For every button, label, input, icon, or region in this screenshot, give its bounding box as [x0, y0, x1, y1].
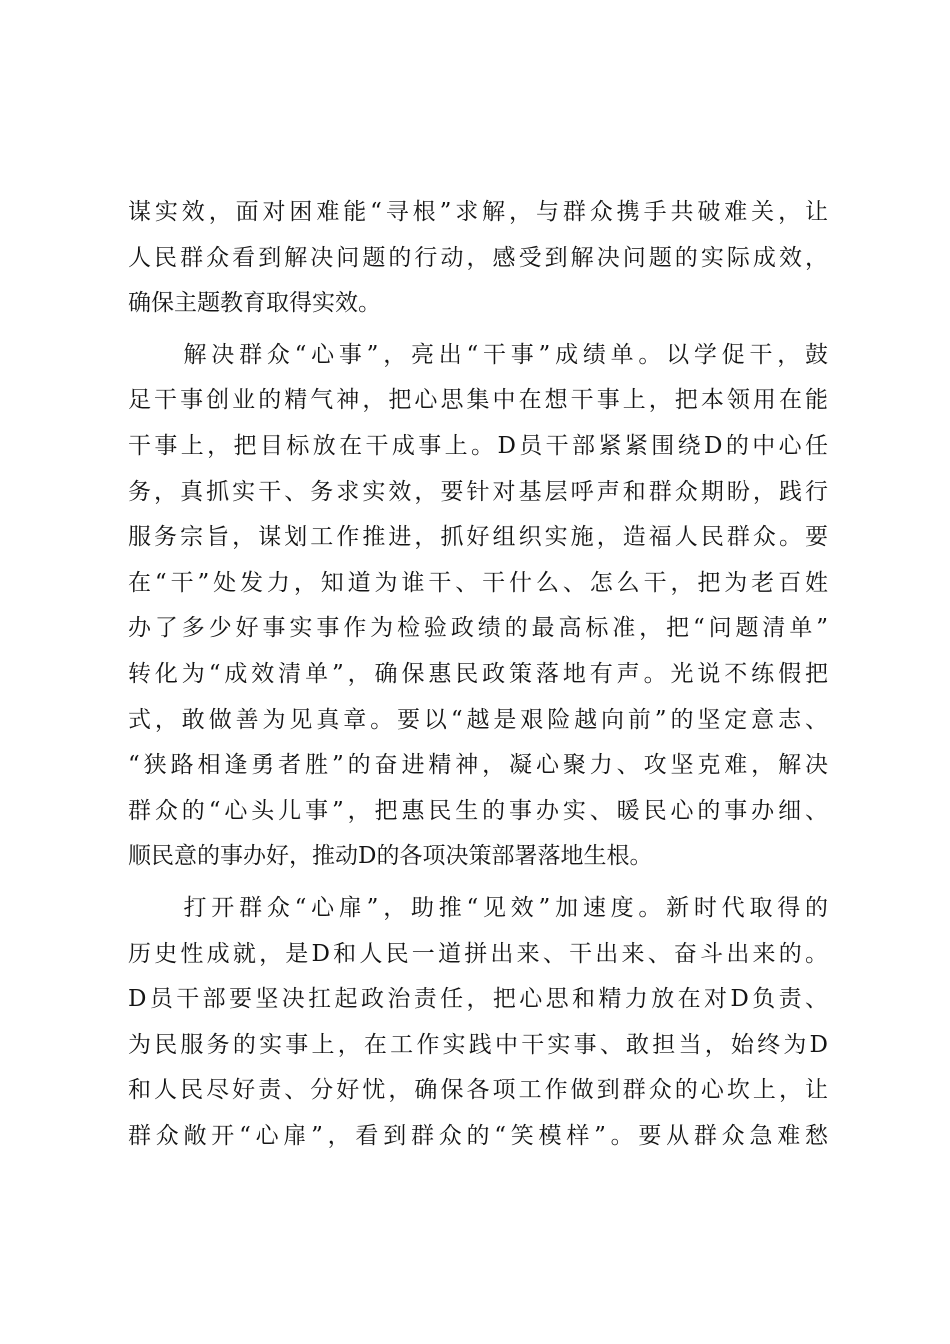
paragraph-2: [128, 333, 828, 880]
text-line: 确保主题教育取得实效。: [128, 290, 381, 317]
text-line: 打开群众“心扉”，助推“见效”加速度。新时代取得的: [128, 894, 828, 921]
text-line: 群众的“心头儿事”，把惠民生的事办实、暖民心的事办细、: [128, 797, 828, 824]
text-line: 干事上，把目标放在干成事上。D员干部紧紧围绕D的中心任: [128, 432, 828, 459]
text-line: 式，敢做善为见真章。要以“越是艰险越向前”的坚定意志、: [128, 706, 828, 733]
text-line: 足干事创业的精气神，把心思集中在想干事上，把本领用在能: [128, 387, 828, 414]
text-line: 在“干”处发力，知道为谁干、干什么、怎么干，把为老百姓: [128, 569, 828, 596]
text-line: 群众敞开“心扉”，看到群众的“笑模样”。要从群众急难愁: [128, 1122, 828, 1149]
text-line: 历史性成就，是D和人民一道拼出来、干出来、奋斗出来的。: [128, 940, 828, 967]
text-line: 人民群众看到解决问题的行动，感受到解决问题的实际成效，: [128, 244, 828, 271]
text-line: 解决群众“心事”，亮出“干事”成绩单。以学促干，鼓: [128, 341, 828, 368]
text-line: 转化为“成效清单”，确保惠民政策落地有声。光说不练假把: [128, 660, 828, 687]
text-line: 办了多少好事实事作为检验政绩的最高标准，把“问题清单”: [128, 615, 828, 642]
text-line: 为民服务的实事上，在工作实践中干实事、敢担当，始终为D: [128, 1031, 828, 1058]
text-line: 服务宗旨，谋划工作推进，抓好组织实施，造福人民群众。要: [128, 524, 828, 551]
text-line: 和人民尽好责、分好忧，确保各项工作做到群众的心坎上，让: [128, 1077, 828, 1104]
text-line: D员干部要坚决扛起政治责任，把心思和精力放在对D负责、: [128, 986, 828, 1013]
text-line: 谋实效，面对困难能“寻根”求解，与群众携手共破难关，让: [128, 199, 828, 225]
body-text: [128, 190, 828, 1159]
paragraph-3: [128, 886, 828, 1160]
text-line: 顺民意的事办好，推动D的各项决策部署落地生根。: [128, 843, 653, 870]
paragraph-1: [128, 190, 828, 327]
text-line: “狭路相逢勇者胜”的奋进精神，凝心聚力、攻坚克难，解决: [128, 752, 828, 779]
text-line: 务，真抓实干、务求实效，要针对基层呼声和群众期盼，践行: [128, 478, 828, 505]
